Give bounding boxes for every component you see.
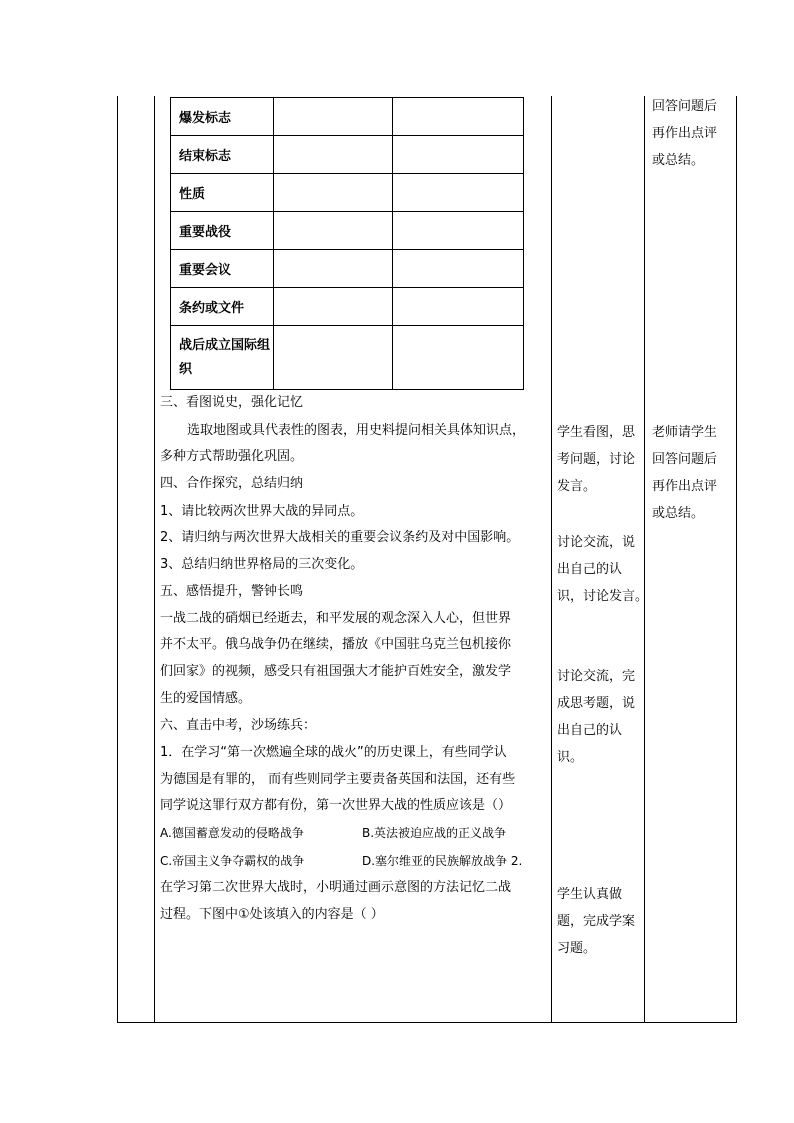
table-row [171,250,524,288]
section5-heading: 五、感悟提升，警钟长鸣 [160,584,304,599]
student-activity-a3: 发言。 [557,479,597,494]
table-cell [274,326,393,390]
table-cell [393,250,524,288]
table-cell [274,136,393,174]
table-row [171,174,524,212]
student-activity-a1: 学生看图，思 [557,425,636,440]
row-label: 性质 [171,174,274,212]
column-divider-3 [644,96,645,1023]
table-row [171,136,524,174]
question2-line2: 过程。下图中①处该填入的内容是（ ） [160,907,384,922]
question2-line1: 在学习第二次世界大战时，小明通过画示意图的方法记忆二战 [160,880,512,895]
column-divider-1 [154,96,155,1023]
student-activity-d1: 学生认真做 [557,887,623,902]
outer-right-border [736,96,737,1023]
question1-option-d: D.塞尔维亚的民族解放战争 2. [362,854,523,868]
table-cell [393,136,524,174]
question1-line1: 1．在学习“第一次燃遍全球的战火”的历史课上，有些同学认 [160,745,507,760]
table-cell [393,98,524,136]
table-cell [393,288,524,326]
question1-line3: 同学说这罪行双方都有份，第一次世界大战的性质应该是（） [160,798,512,813]
column-divider-2 [551,96,552,1023]
table-cell [274,250,393,288]
row-label: 战后成立国际组织 [171,326,274,390]
student-activity-d2: 题，完成学案 [557,914,636,929]
section4-item2: 2、请归纳与两次世界大战相关的重要会议条约及对中国影响。 [160,530,520,545]
question1-option-c: C.帝国主义争夺霸权的战争 [160,854,305,868]
student-activity-c4: 识。 [557,750,584,765]
table-cell [274,288,393,326]
teacher-activity-b4: 或总结。 [652,506,705,521]
student-activity-b1: 讨论交流，说 [557,535,636,550]
war-comparison-table [170,97,524,390]
student-activity-c2: 成思考题，说 [557,696,636,711]
teacher-activity-b1: 老师请学生 [652,425,718,440]
teacher-activity-a2: 再作出点评 [652,126,718,141]
table-cell [274,174,393,212]
table-cell [274,212,393,250]
section5-line4: 生的爱国情感。 [160,691,252,706]
row-label: 条约或文件 [171,288,274,326]
question1-option-b: B.英法被迫应战的正义战争 [362,826,507,840]
student-activity-a2: 考问题，讨论 [557,452,636,467]
teacher-activity-b3: 再作出点评 [652,479,718,494]
row-label: 结束标志 [171,136,274,174]
table-cell [393,212,524,250]
student-activity-b2: 出自己的认 [557,562,623,577]
section3-heading: 三、看图说史，强化记忆 [160,395,304,410]
outer-bottom-border [117,1022,737,1023]
section3-line2: 多种方式帮助强化巩固。 [160,449,304,464]
student-activity-b3: 识，讨论发言。 [557,589,649,604]
table-row [171,326,524,390]
section5-line1: 一战二战的硝烟已经逝去，和平发展的观念深入人心，但世界 [160,611,512,626]
section3-line1: 选取地图或具代表性的图表，用史料提问相关具体知识点， [187,423,526,438]
section4-item3: 3、总结归纳世界格局的三次变化。 [160,557,364,572]
section5-line3: 们回家》的视频，感受只有祖国强大才能护百姓安全，激发学 [160,664,512,679]
table-cell [393,326,524,390]
question1-line2: 为德国是有罪的， 而有些则同学主要责备英国和法国，还有些 [160,772,516,787]
student-activity-d3: 习题。 [557,941,597,956]
section4-heading: 四、合作探究，总结归纳 [160,476,304,491]
table-cell [393,174,524,212]
section4-item1: 1、请比较两次世界大战的异同点。 [160,504,364,519]
teacher-activity-a3: 或总结。 [652,153,705,168]
section6-heading: 六、直击中考，沙场练兵： [160,718,317,733]
table-row [171,98,524,136]
question1-option-a: A.德国蓄意发动的侵略战争 [160,826,304,840]
table-cell [274,98,393,136]
student-activity-c1: 讨论交流，完 [557,669,636,684]
row-label: 爆发标志 [171,98,274,136]
student-activity-c3: 出自己的认 [557,723,623,738]
section5-line2: 并不太平。俄乌战争仍在继续，播放《中国驻乌克兰包机接你 [160,637,512,652]
row-label: 重要会议 [171,250,274,288]
teacher-activity-a1: 回答问题后 [652,99,718,114]
row-label: 重要战役 [171,212,274,250]
outer-left-border [117,96,118,1023]
teacher-activity-b2: 回答问题后 [652,452,718,467]
table-row [171,288,524,326]
table-row [171,212,524,250]
